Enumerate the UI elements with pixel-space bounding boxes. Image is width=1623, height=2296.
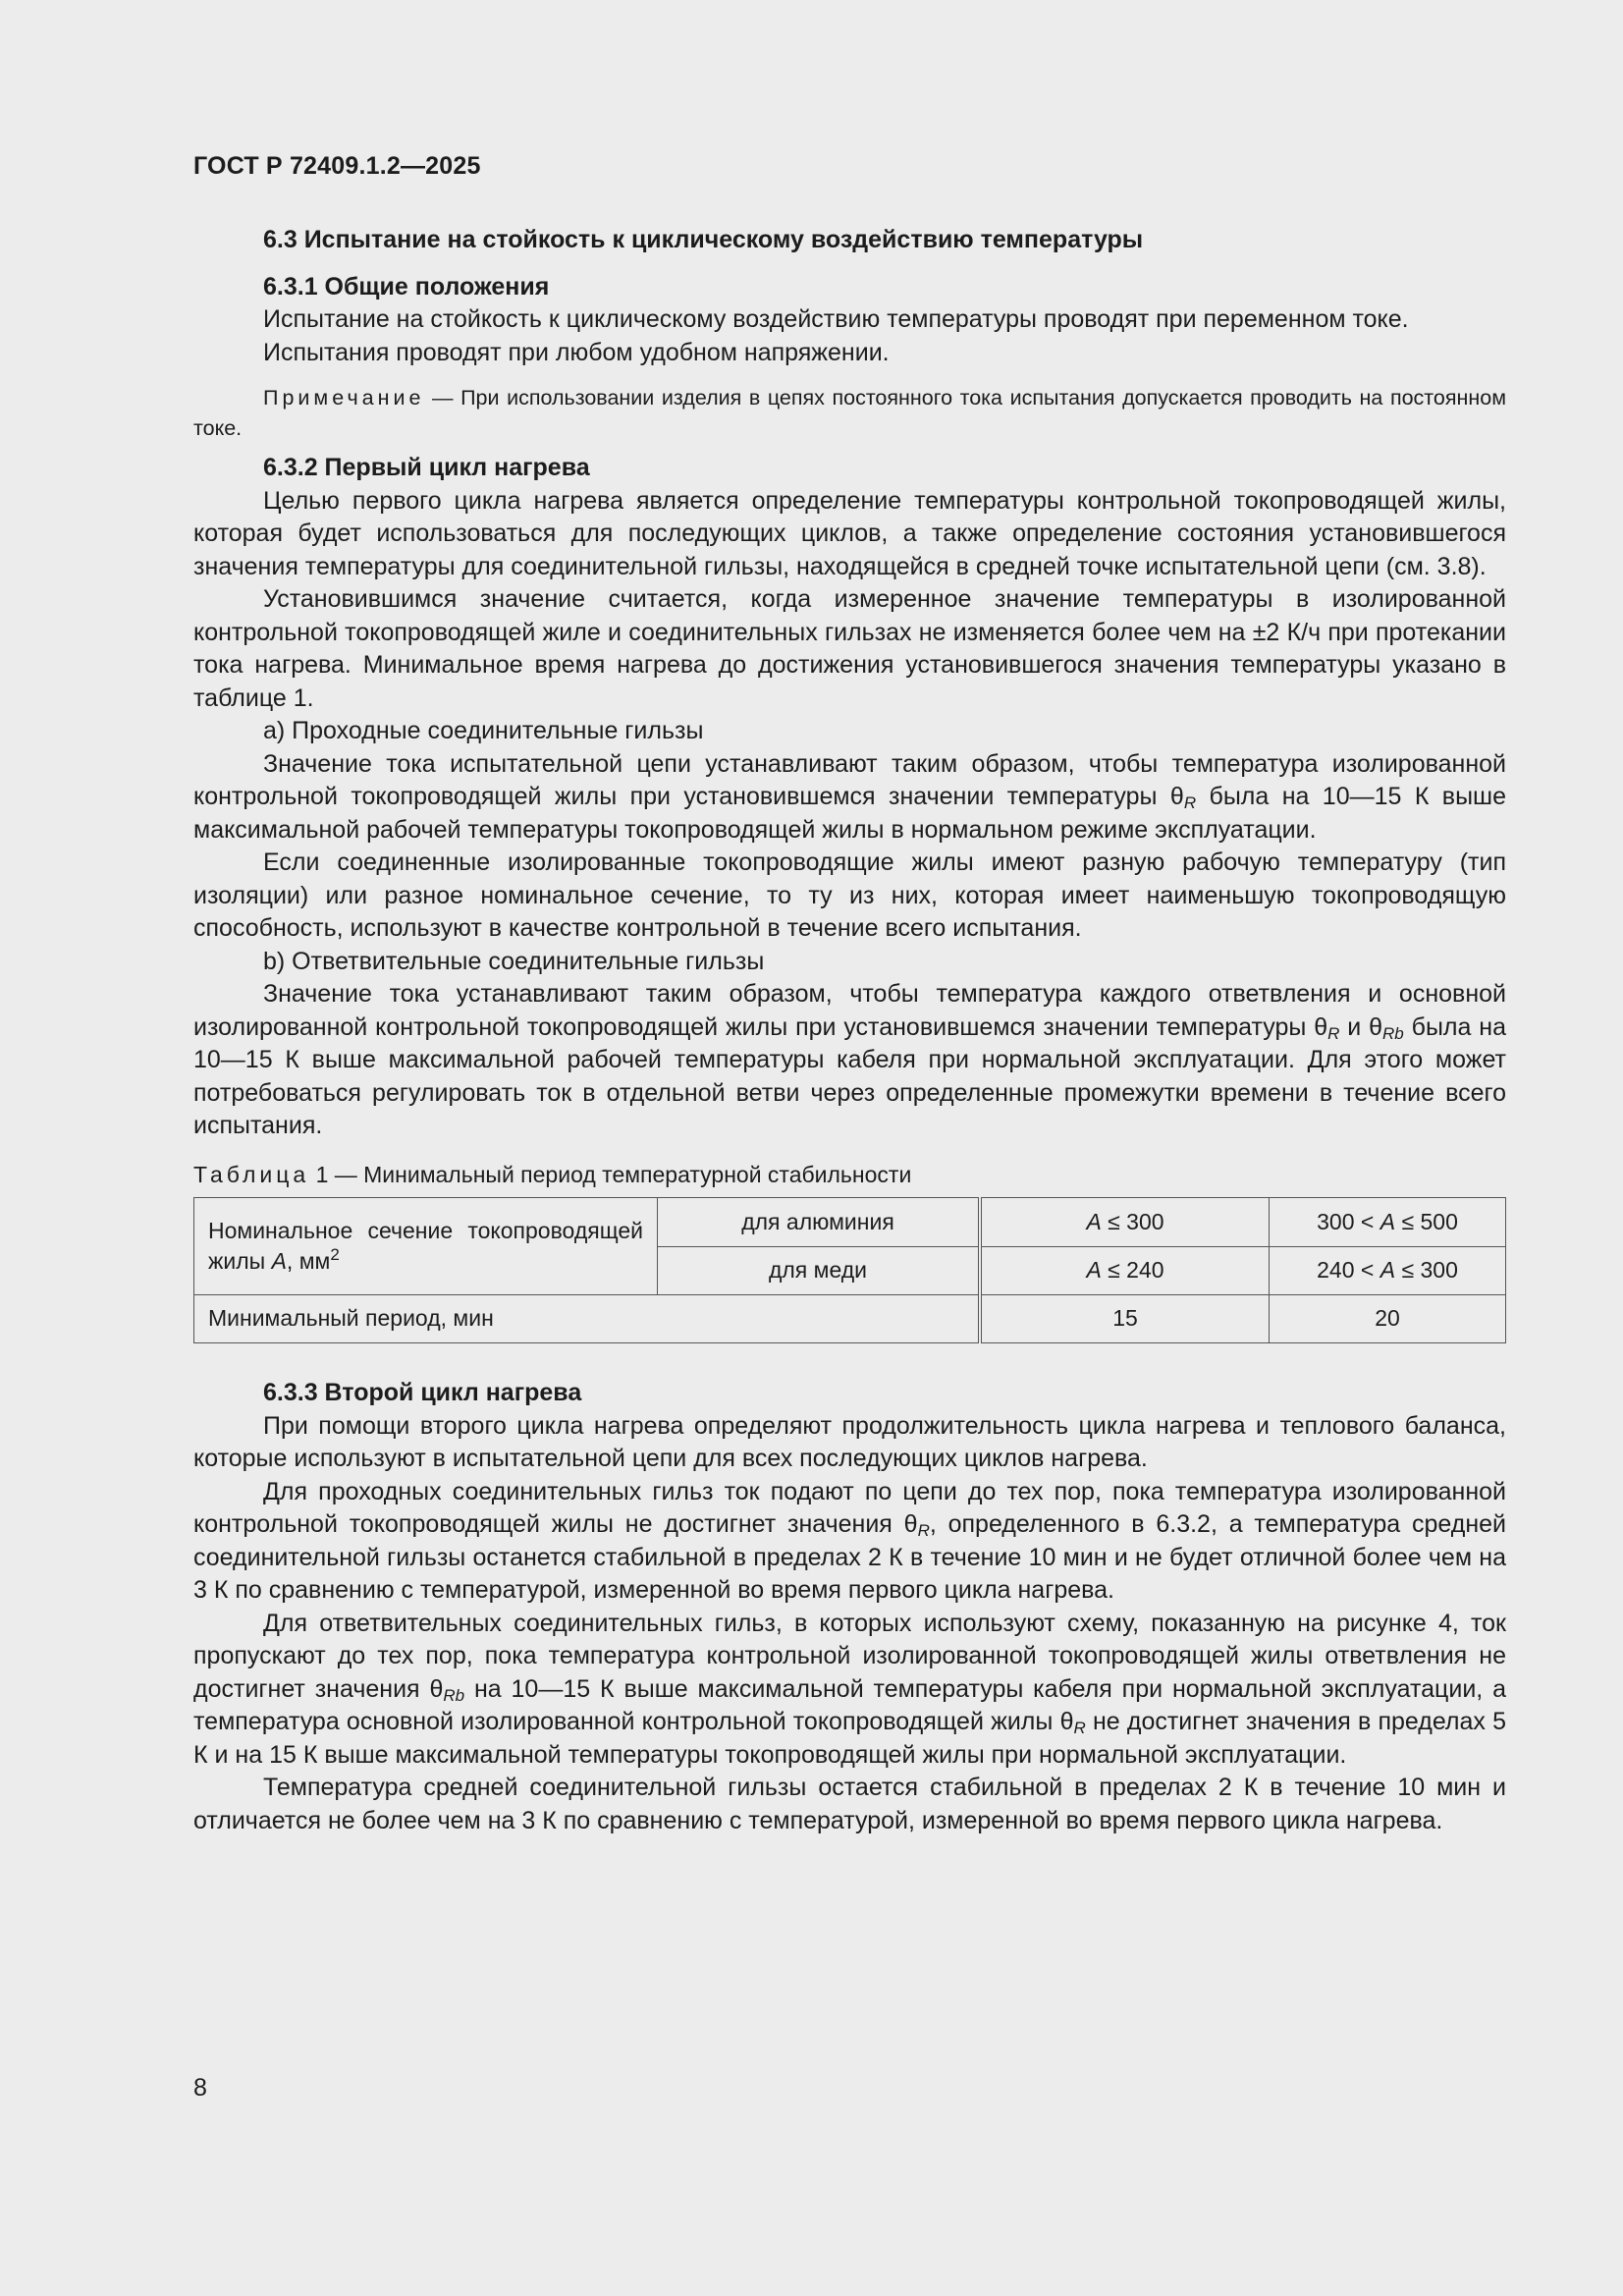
text: , мм	[286, 1248, 331, 1274]
text: , определенного в 6.3.2, а температура средней соединительной гильзы останется стабильной в пределах 2 К в течение 10 мин и не будет отличной более чем на 3 К по сравнению с температурой, измеренной во время первого цикла нагрева.	[193, 1510, 1506, 1604]
section-6-3-3-title: 6.3.3 Второй цикл нагрева	[263, 1379, 582, 1406]
text: ≤ 300	[1101, 1208, 1164, 1234]
subscript: Rb	[1382, 1023, 1404, 1043]
page-number: 8	[193, 2074, 207, 2102]
text: 300 <	[1317, 1208, 1380, 1234]
text: Для ответвительных соединительных гильз, в которых используют схему, показанную на рисунке 4, ток пропускают до тех пор, пока температура контрольной изолированной токопроводящей жилы ответвления не достигнет значения θ	[193, 1609, 1506, 1703]
table-cell: 20	[1270, 1295, 1506, 1343]
table-cell: Минимальный период, мин	[194, 1295, 981, 1343]
text: Номинальное сечение токопроводящей жилы	[208, 1218, 643, 1274]
page-content	[193, 224, 1506, 1837]
paragraph: Целью первого цикла нагрева является определение температуры контрольной токопроводящей жилы, которая будет использоваться для последующих циклов, а также определение состояния установившегося значения температуры для соединительной гильзы, находящейся в средней точке испытательной цепи (см. 3.8).	[193, 486, 1506, 580]
text: была на 10—15 К выше максимальной рабочей температуры токопроводящей жилы в нормальном режиме эксплуатации.	[193, 783, 1507, 844]
paragraph: Испытание на стойкость к циклическому воздействию температуры проводят при переменном токе.	[263, 305, 1409, 333]
paragraph	[193, 1608, 1506, 1773]
paragraph: Испытания проводят при любом удобном напряжении.	[263, 338, 890, 366]
text: 240 <	[1317, 1257, 1380, 1284]
text: Значение тока устанавливают таким образом, чтобы температура каждого ответвления и основной изолированной контрольной токопроводящей жилы при установившемся значении температуры θ	[193, 980, 1506, 1041]
text: ≤ 240	[1101, 1257, 1164, 1284]
table-cell	[194, 1198, 658, 1295]
paragraph: Если соединенные изолированные токопроводящие жилы имеют разную рабочую температуру (тип изоляции) или разное номинальное сечение, то ту из них, которая имеет наименьшую токопроводящую способность, используют в качестве контрольной в течение всего испытания.	[193, 848, 1506, 942]
table-caption-text: 1 — Минимальный период температурной стабильности	[309, 1161, 912, 1187]
note-text: — При использовании изделия в цепях постоянного тока испытания допускается проводить на постоянном токе.	[193, 386, 1506, 440]
list-item-a: a) Проходные соединительные гильзы	[263, 717, 704, 744]
text: 2	[330, 1245, 340, 1264]
text: A	[1086, 1257, 1102, 1284]
paragraph	[193, 1476, 1506, 1608]
note	[193, 383, 1506, 444]
paragraph	[193, 748, 1506, 847]
section-6-3-2-title: 6.3.2 Первый цикл нагрева	[263, 454, 590, 481]
text: A	[271, 1248, 287, 1274]
table-row	[194, 1198, 1506, 1247]
text: ≤ 500	[1395, 1208, 1458, 1234]
table-cell: для алюминия	[658, 1198, 981, 1247]
table-cell	[980, 1198, 1270, 1247]
section-6-3-1-title: 6.3.1 Общие положения	[263, 272, 550, 301]
paragraph: Температура средней соединительной гильзы остается стабильной в пределах 2 К в течение 10 мин и отличается не более чем на 3 К по сравнению с температурой, измеренной во время первого цикла нагрева.	[193, 1774, 1506, 1834]
document-header: ГОСТ Р 72409.1.2—2025	[193, 152, 481, 180]
text: A	[1380, 1208, 1396, 1234]
table-cell	[1270, 1198, 1506, 1247]
text: и θ	[1339, 1012, 1383, 1041]
subscript: Rb	[443, 1685, 465, 1705]
text: Для проходных соединительных гильз ток подают по цепи до тех пор, пока температура изолированной контрольной токопроводящей жилы не достигнет значения θ	[193, 1477, 1506, 1538]
section-6-3-title: 6.3 Испытание на стойкость к циклическому воздействию температуры	[263, 226, 1144, 253]
text: не достигнет значения в пределах 5 К и на 15 К выше максимальной температуры токопроводящей жилы при нормальной эксплуатации.	[193, 1708, 1506, 1769]
data-table	[193, 1197, 1506, 1343]
subscript: R	[917, 1521, 930, 1540]
text: Значение тока испытательной цепи устанавливают таким образом, чтобы температура изолированной контрольной токопроводящей жилы при установившемся значении температуры θ	[193, 749, 1506, 810]
note-label: Примечание	[263, 386, 425, 410]
table-cell: 15	[980, 1295, 1270, 1343]
table-caption-label: Таблица	[193, 1161, 310, 1187]
paragraph: Установившимся значение считается, когда измеренное значение температуры в изолированной контрольной токопроводящей жиле и соединительных гильзах не изменяется более чем на ±2 К/ч при протекании тока нагрева. Минимальное время нагрева до достижения установившегося значения температуры указано в таблице 1.	[193, 585, 1506, 712]
table-caption	[193, 1159, 1506, 1192]
table-cell: для меди	[658, 1247, 981, 1295]
subscript: R	[1327, 1023, 1340, 1043]
text: была на 10—15 К выше максимальной рабочей температуры кабеля при нормальной эксплуатации. Для этого может потребоваться регулировать ток в отдельной ветви через определенные промежутки времени в течение всего испытания.	[193, 1012, 1506, 1139]
list-item-b: b) Ответвительные соединительные гильзы	[263, 947, 765, 975]
subscript: R	[1073, 1719, 1086, 1737]
table-row	[194, 1295, 1506, 1343]
paragraph	[193, 978, 1506, 1143]
text: A	[1086, 1208, 1102, 1234]
text: ≤ 300	[1395, 1257, 1458, 1284]
table-cell	[1270, 1247, 1506, 1295]
subscript: R	[1183, 793, 1197, 812]
text: A	[1380, 1257, 1396, 1284]
text: на 10—15 К выше максимальной температуры кабеля при нормальной эксплуатации, а температура основной изолированной контрольной токопроводящей жилы θ	[193, 1674, 1507, 1735]
table-cell	[980, 1247, 1270, 1295]
paragraph: При помощи второго цикла нагрева определяют продолжительность цикла нагрева и теплового баланса, которые используют в испытательной цепи для всех последующих циклов нагрева.	[193, 1411, 1506, 1472]
